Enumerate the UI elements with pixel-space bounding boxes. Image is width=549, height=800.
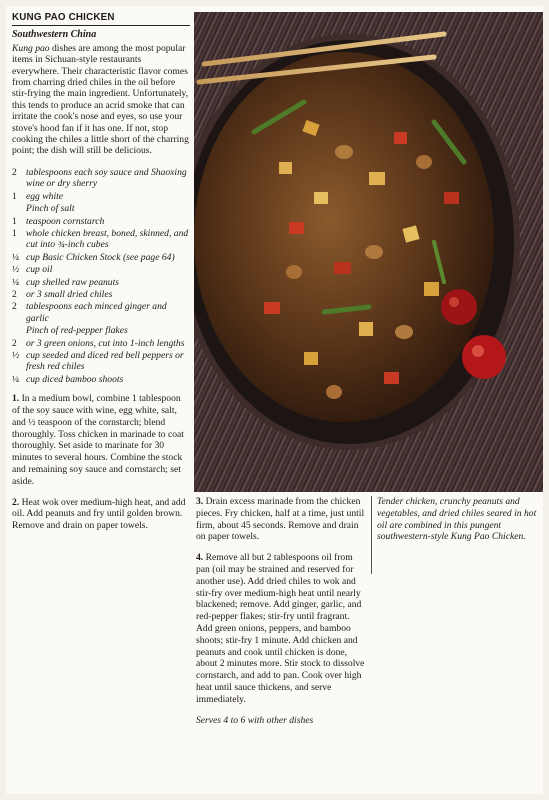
dish-illustration	[194, 12, 543, 492]
ingredient-qty: ½	[12, 349, 20, 361]
step-1	[12, 393, 190, 487]
step-number: 4.	[196, 552, 204, 564]
ingredient-text: cup shelled raw peanuts	[26, 276, 119, 288]
photo-caption: Tender chicken, crunchy peanuts and vegetables, and dried chiles seared in hot oil are combined in this pungent southwestern-style Kung Pao Chicken.	[377, 496, 537, 543]
step-text: Remove all but 2 tablespoons oil from pan (oil may be strained and reserved for another use). Add dried chiles to wok and stir-fry over medium-high heat until nearly blackened; remove. Add ginger, garlic, and red-pepper flakes; stir-fry until fragrant. Add green onions, peppers, and bamboo shoots; stir-fry 1 minute. Add chicken and peanuts and cook until chicken is done, about 2 minutes more. Stir stock to dissolve cornstarch, and add to pan. Cook over high heat until sauce thickens, and serve immediately.	[196, 552, 365, 705]
ingredient-text: or 3 green onions, cut into 1-inch lengths	[26, 337, 185, 349]
ingredient-item	[12, 338, 190, 349]
ingredient-item	[12, 203, 190, 214]
step-3	[196, 496, 366, 543]
ingredient-item	[12, 264, 190, 275]
ingredient-list	[12, 167, 190, 385]
ingredient-text: cup seeded and diced red bell peppers or fresh red chiles	[26, 349, 184, 373]
ingredient-item	[12, 167, 190, 190]
ingredient-item	[12, 325, 190, 336]
ingredient-item	[12, 350, 190, 373]
ingredient-item	[12, 374, 190, 385]
left-column	[12, 12, 190, 541]
serves-note: Serves 4 to 6 with other dishes	[196, 714, 314, 726]
step-number: 1.	[12, 393, 20, 405]
ingredient-qty: 2	[12, 301, 17, 313]
recipe-subtitle: Southwestern China	[12, 29, 97, 41]
ingredient-text: teaspoon cornstarch	[26, 215, 105, 227]
ingredient-text: egg white	[26, 190, 64, 202]
ingredient-text: whole chicken breast, boned, skinned, and cut into ¾-inch cubes	[26, 227, 189, 251]
ingredient-qty: ¼	[12, 373, 20, 385]
ingredient-qty: 1	[12, 215, 17, 227]
ingredient-text: tablespoons each minced ginger and garlic	[26, 301, 167, 324]
recipe-title: KUNG PAO CHICKEN	[12, 12, 115, 23]
ingredient-qty: 1	[12, 227, 17, 239]
step-text: Heat wok over medium-high heat, and add oil. Add peanuts and fry until golden brown. Remove and drain on paper towels.	[12, 496, 186, 532]
ingredient-text: or 3 small dried chiles	[26, 288, 113, 300]
caption-divider	[371, 496, 372, 574]
ingredient-item	[12, 252, 190, 263]
ingredient-item	[12, 216, 190, 227]
ingredient-text: Pinch of red-pepper flakes	[26, 325, 128, 337]
intro-dish-name: Kung pao	[12, 42, 50, 54]
intro-paragraph	[12, 43, 190, 157]
ingredient-qty	[12, 325, 26, 336]
ingredient-text: cup Basic Chicken Stock (see page 64)	[26, 251, 175, 263]
step-number: 3.	[196, 496, 204, 507]
ingredient-item	[12, 228, 190, 251]
step-4	[196, 552, 366, 705]
middle-column	[196, 496, 366, 726]
ingredient-qty: 2	[12, 288, 17, 300]
ingredient-qty: 1	[12, 190, 17, 202]
ingredient-item	[12, 277, 190, 288]
ingredient-qty: ¼	[12, 251, 20, 263]
ingredient-qty: 2	[12, 337, 17, 349]
ingredient-text: cup oil	[26, 264, 53, 276]
ingredient-text: Pinch of salt	[26, 203, 75, 215]
title-rule	[12, 25, 190, 26]
food-pile	[194, 52, 494, 422]
intro-text: dishes are among the most popular items in Sichuan-style restaurants everywhere. Their characteristic flavor comes from charring dried chiles in the oil before stir-frying the main ingredient. Unfortunately, this tends to produce an acrid smoke that can irritate the cook's nose and eyes, so use your stove's hood fan if it has one. If not, stop cooking the chiles a little short of the charring point; the dish will still be delicious.	[12, 42, 189, 157]
ingredient-item	[12, 301, 190, 324]
ingredient-text: tablespoons each soy sauce and Shaoxing wine or dry sherry	[26, 166, 187, 190]
ingredient-qty: ¼	[12, 276, 20, 288]
ingredient-qty: 2	[12, 166, 17, 178]
step-number: 2.	[12, 496, 20, 508]
ingredient-item	[12, 289, 190, 300]
ingredient-text: cup diced bamboo shoots	[26, 373, 124, 385]
dish-photo	[194, 12, 543, 492]
ingredient-qty: ½	[12, 264, 20, 276]
ingredient-item	[12, 191, 190, 202]
cookbook-page	[6, 6, 543, 794]
step-text: In a medium bowl, combine 1 tablespoon of the soy sauce with wine, egg white, salt, and ½ teaspoon of the cornstarch; blend thoroughly. Toss chicken in marinade to coat thoroughly. Set aside to marinate for 30 minutes to several hours. Combine the stock and remaining soy sauce and cornstarch; set aside.	[12, 393, 184, 487]
step-text: Drain excess marinade from the chicken pieces. Fry chicken, half at a time, just until firm, about 45 seconds. Remove and drain on paper towels.	[196, 496, 365, 543]
step-2	[12, 497, 190, 532]
ingredient-qty	[12, 203, 26, 214]
